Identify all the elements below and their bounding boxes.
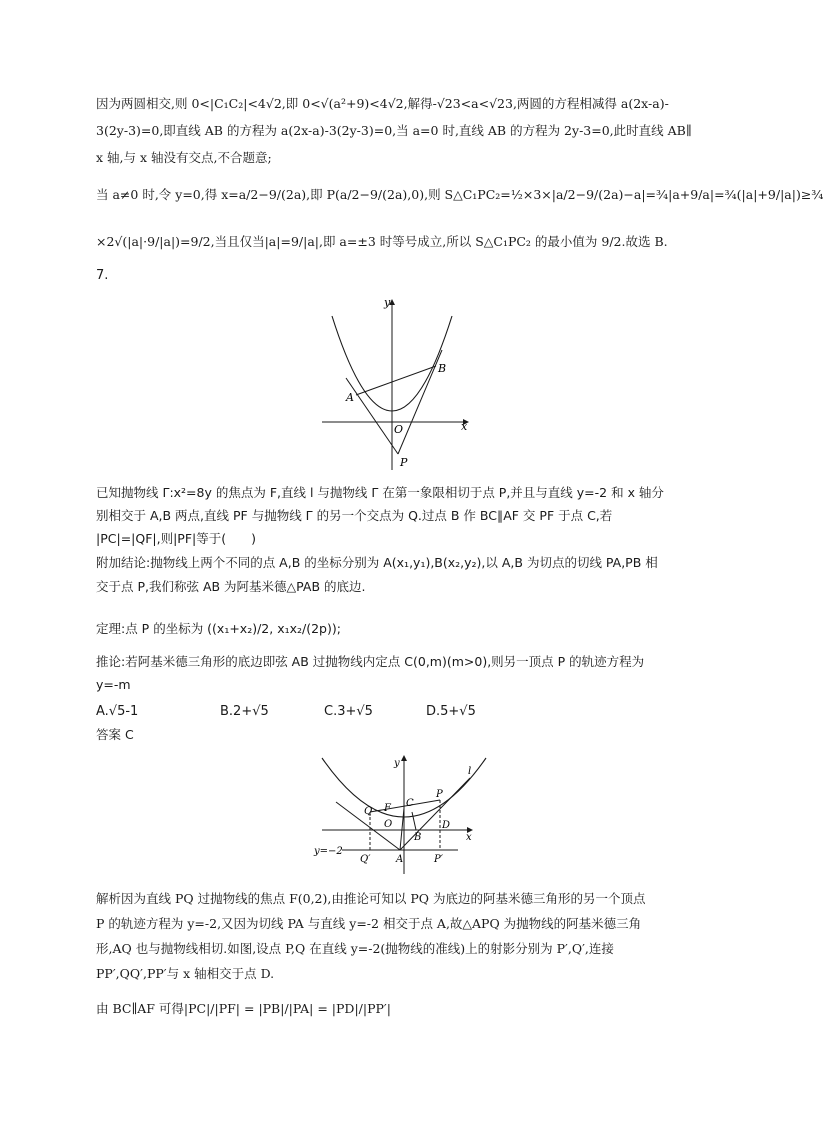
- fig1-label-a: A: [346, 391, 354, 404]
- prev-solution-line-2: 3(2y-3)=0,即直线 AB 的方程为 a(2x-a)-3(2y-3)=0,当 a=0 时,直线 AB 的方程为 2y-3=0,此时直线 AB∥: [96, 123, 692, 138]
- fig2-label-a: A: [396, 854, 404, 865]
- tangent-l: [400, 778, 470, 850]
- fig2-label-y: y: [394, 758, 400, 769]
- extra-conclusion-1: 附加结论:抛物线上两个不同的点 A,B 的坐标分别为 A(x₁,y₁),B(x₂,y₂),以 A,B 为切点的切线 PA,PB 相: [96, 555, 658, 570]
- prev-solution-line-5: ×2√(|a|·9/|a|)=9/2,当且仅当|a|=9/|a|,即 a=±3 时等号成立,所以 S△C₁PC₂ 的最小值为 9/2.故选 B.: [96, 234, 668, 249]
- analysis-line-1: 解析因为直线 PQ 过抛物线的焦点 F(0,2),由推论可知以 PQ 为底边的阿基米德三角形的另一个顶点: [96, 891, 646, 906]
- fig2-label-p: P: [436, 789, 443, 800]
- fig2-label-b: B: [414, 832, 422, 843]
- fig1-label-x: x: [461, 420, 468, 433]
- extra-conclusion-2: 交于点 P,我们称弦 AB 为阿基米德△PAB 的底边.: [96, 579, 366, 594]
- option-b: B.2+√5: [220, 704, 269, 719]
- fig1-label-b: B: [438, 362, 447, 375]
- chord-ab: [356, 366, 436, 395]
- prev-solution-line-1: 因为两圆相交,则 0<|C₁C₂|<4√2,即 0<√(a²+9)<4√2,解得-√23<a<√23,两圆的方程相减得 a(2x-a)-: [96, 96, 669, 111]
- fig2-label-directrix: y=−2: [314, 846, 343, 857]
- fig1-label-p: P: [400, 456, 408, 469]
- fig2-label-o: O: [384, 819, 393, 830]
- answer-line: 答案 C: [96, 727, 134, 742]
- prev-solution-line-3: x 轴,与 x 轴没有交点,不合题意;: [96, 150, 272, 165]
- chord-pq: [370, 800, 440, 812]
- fig2-label-c: C: [406, 798, 414, 809]
- option-c: C.3+√5: [324, 704, 373, 719]
- question-stem-3: |PC|=|QF|,则|PF|等于( ): [96, 531, 256, 546]
- fig2-label-d: D: [442, 820, 451, 831]
- fig2-label-p-prime: P′: [434, 854, 443, 865]
- segment-af: [400, 808, 404, 850]
- question-stem-2: 别相交于 A,B 两点,直线 PF 与抛物线 Γ 的另一个交点为 Q.过点 B 作 BC∥AF 交 PF 于点 C,若: [96, 508, 613, 523]
- analysis-line-2: P 的轨迹方程为 y=-2,又因为切线 PA 与直线 y=-2 相交于点 A,故△APQ 为抛物线的阿基米德三角: [96, 916, 642, 931]
- fig2-label-x: x: [466, 832, 472, 843]
- tangent-pb: [398, 350, 442, 454]
- option-d: D.5+√5: [426, 704, 476, 719]
- analysis-line-4: PP′,QQ′,PP′与 x 轴相交于点 D.: [96, 966, 275, 981]
- theorem-line: 定理:点 P 的坐标为 ((x₁+x₂)/2, x₁x₂/(2p));: [96, 621, 341, 636]
- fig1-label-o: O: [394, 423, 404, 436]
- fig2-label-q-prime: Q′: [360, 854, 371, 865]
- figure-1-parabola: [318, 294, 478, 470]
- corollary-line-2: y=-m: [96, 677, 131, 692]
- question-number: 7.: [96, 268, 109, 283]
- figure-2-archimedes-triangle: [308, 752, 494, 876]
- fig2-label-q: Q: [364, 806, 373, 817]
- analysis-line-3: 形,AQ 也与抛物线相切.如图,设点 P,Q 在直线 y=-2(抛物线的准线)上的射影分别为 P′,Q′,连接: [96, 941, 614, 956]
- fig2-label-f: F: [384, 803, 391, 814]
- option-a: A.√5-1: [96, 704, 139, 719]
- fig2-label-l: l: [468, 766, 472, 777]
- corollary-line-1: 推论:若阿基米德三角形的底边即弦 AB 过抛物线内定点 C(0,m)(m>0),则另一顶点 P 的轨迹方程为: [96, 654, 645, 669]
- prev-solution-line-4: 当 a≠0 时,令 y=0,得 x=a/2−9/(2a),即 P(a/2−9/(2a),0),则 S△C₁PC₂=½×3×|a/2−9/(2a)−a|=¾|a+9/a|=¾(|a|+9/|a|)≥¾: [96, 187, 823, 202]
- question-stem-1: 已知抛物线 Γ:x²=8y 的焦点为 F,直线 l 与抛物线 Γ 在第一象限相切于点 P,并且与直线 y=-2 和 x 轴分: [96, 485, 664, 500]
- analysis-line-5: 由 BC∥AF 可得|PC|/|PF| = |PB|/|PA| = |PD|/|PP′|: [96, 1001, 391, 1016]
- segment-bc: [412, 812, 416, 830]
- fig1-label-y: y: [384, 296, 391, 309]
